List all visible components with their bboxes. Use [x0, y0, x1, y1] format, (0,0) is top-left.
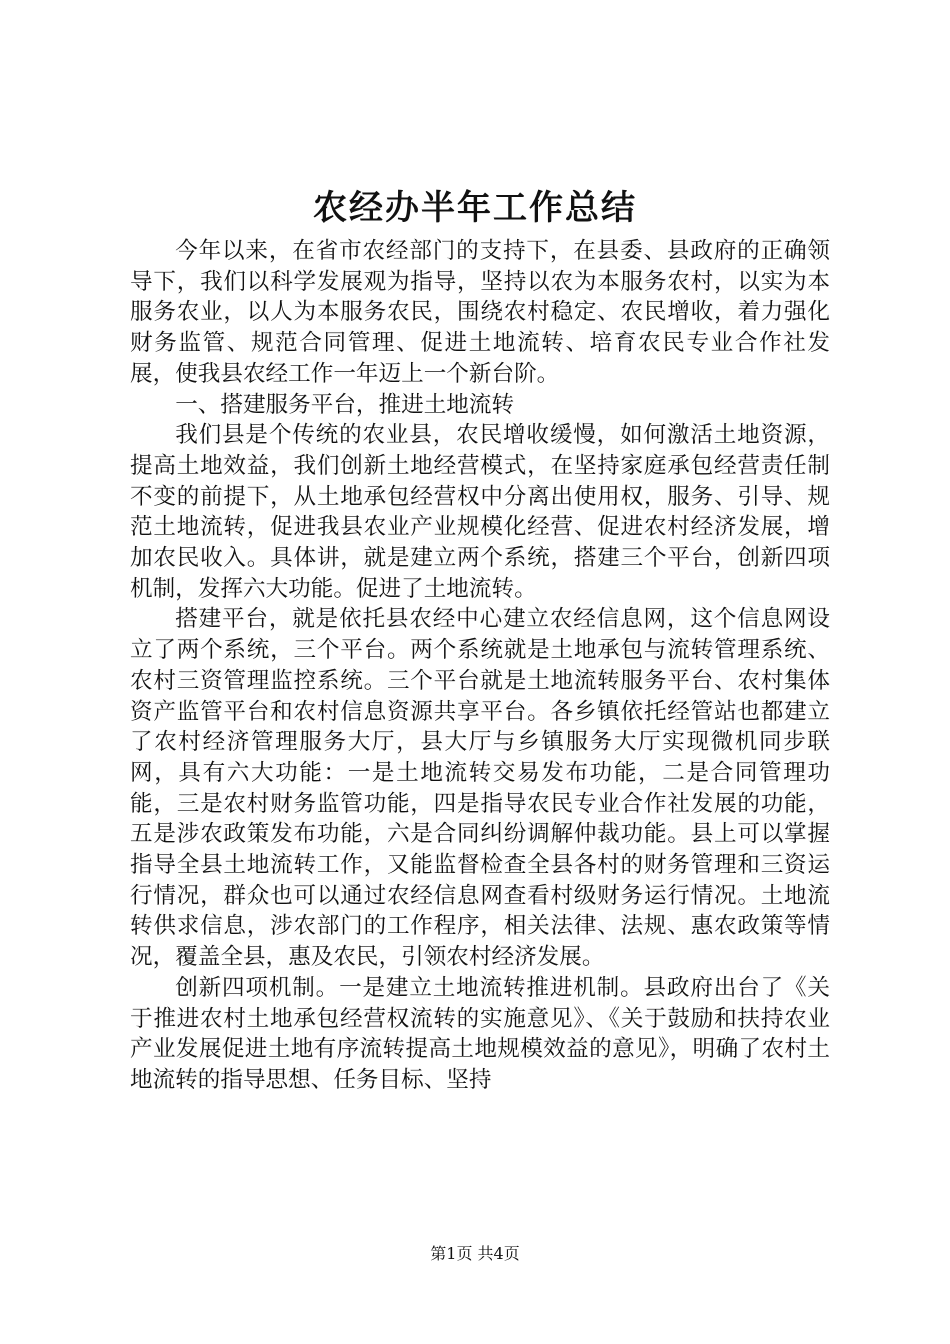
paragraph-mechanisms: 创新四项机制。一是建立土地流转推进机制。县政府出台了《关于推进农村土地承包经营权流转的实施意见》、《关于鼓励和扶持农业产业发展促进土地有序流转提高土地规模效益的意见》，明确了农村土地流转的指导思想、任务目标、坚持 [130, 974, 830, 1093]
document-body [130, 236, 830, 1096]
page-number: 第1页 共4页 [430, 1244, 520, 1263]
paragraph-land-transfer: 我们县是个传统的农业县，农民增收缓慢，如何激活土地资源，提高土地效益，我们创新土地经营模式，在坚持家庭承包经营责任制不变的前提下，从土地承包经营权中分离出使用权，服务、引导、规范土地流转，促进我县农业产业规模化经营、促进农村经济发展，增加农民收入。具体讲，就是建立两个系统，搭建三个平台，创新四项机制，发挥六大功能。促进了土地流转。 [130, 422, 830, 602]
paragraph-platform: 搭建平台，就是依托县农经中心建立农经信息网，这个信息网设立了两个系统，三个平台。两个系统就是土地承包与流转管理系统、农村三资管理监控系统。三个平台就是土地流转服务平台、农村集体资产监管平台和农村信息资源共享平台。各乡镇依托经管站也都建立了农村经济管理服务大厅，县大厅与乡镇服务大厅实现微机同步联网，具有六大功能：一是土地流转交易发布功能，二是合同管理功能，三是农村财务监管功能，四是指导农民专业合作社发展的功能，五是涉农政策发布功能，六是合同纠纷调解仲裁功能。县上可以掌握指导全县土地流转工作，又能监督检查全县各村的财务管理和三资运行情况，群众也可以通过农经信息网查看村级财务运行情况。土地流转供求信息，涉农部门的工作程序，相关法律、法规、惠农政策等情况，覆盖全县，惠及农民，引领农村经济发展。 [130, 606, 830, 971]
paragraph-intro: 今年以来，在省市农经部门的支持下，在县委、县政府的正确领导下，我们以科学发展观为指导，坚持以农为本服务农村，以实为本服务农业，以人为本服务农民，围绕农村稳定、农民增收，着力强化财务监管、规范合同管理、促进土地流转、培育农民专业合作社发展，使我县农经工作一年迈上一个新台阶。 [130, 238, 830, 387]
section-heading-1: 一、搭建服务平台，推进土地流转 [175, 391, 515, 418]
document-title: 农经办半年工作总结 [313, 188, 637, 228]
